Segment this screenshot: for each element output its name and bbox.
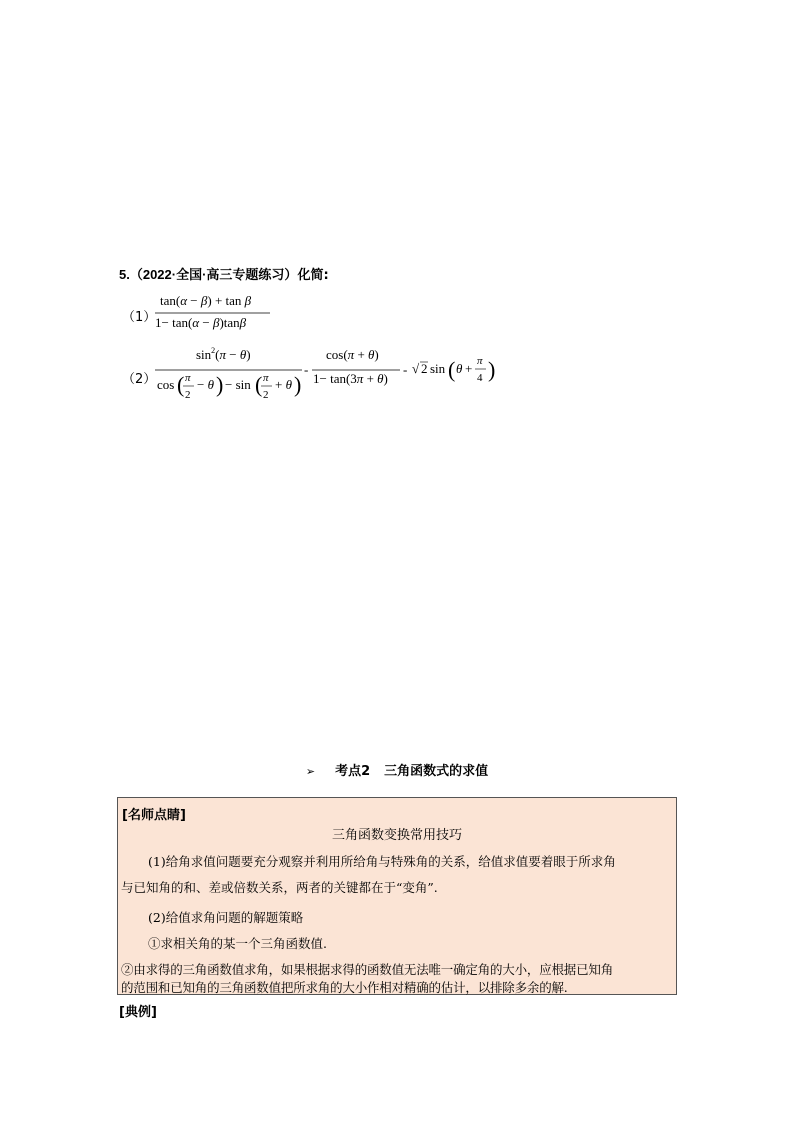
problem-instruction: 化简:: [297, 268, 329, 283]
svg-text:− sin: − sin: [225, 377, 251, 392]
problem-header: [119, 264, 329, 283]
part1-label: （1）: [122, 310, 157, 325]
svg-text:2: 2: [263, 389, 269, 401]
section-heading: [0, 760, 794, 779]
svg-text:): ): [294, 372, 302, 397]
part2-term2-denominator: 1− tan(3π + θ): [313, 371, 388, 386]
part2-expression: [150, 343, 500, 407]
part2-term3: √: [412, 361, 420, 376]
tips-line-2: 与已知角的和、差或倍数关系，两者的关键都在于“变角”.: [121, 880, 438, 895]
svg-text:π: π: [263, 372, 269, 384]
section-number: 考点2: [335, 764, 371, 779]
tips-line-3: (2)给值求角问题的解题策略: [148, 910, 304, 925]
part1-numerator: tan(α − β) + tan β: [160, 293, 252, 308]
svg-text:2: 2: [421, 361, 428, 376]
problem-number: 5.: [119, 267, 130, 282]
example-tag: [典例]: [119, 1005, 157, 1020]
svg-text:sin: sin: [430, 361, 446, 376]
tips-line-4: ①求相关角的某一个三角函数值.: [148, 936, 327, 951]
part1-fraction: [150, 290, 290, 332]
svg-text:4: 4: [477, 372, 483, 384]
svg-text:− θ: − θ: [197, 377, 214, 392]
svg-text:-: -: [403, 362, 408, 377]
svg-text:(: (: [177, 372, 185, 397]
svg-text:π: π: [477, 355, 483, 367]
part2-term1-denominator: cos: [157, 377, 175, 392]
tips-line-5: ②由求得的三角函数值求角，如果根据求得的函数值无法唯一确定角的大小，应根据已知角: [121, 962, 614, 977]
part2-term2-numerator: cos(π + θ): [326, 347, 379, 362]
svg-text:): ): [488, 357, 496, 382]
svg-text:(: (: [448, 357, 456, 382]
svg-text:(: (: [255, 372, 263, 397]
tips-line-6: 的范围和已知角的三角函数值把所求角的大小作相对精确的估计，以排除多余的解.: [121, 980, 568, 995]
tips-tag: [名师点睛]: [122, 808, 186, 823]
svg-text:π: π: [185, 372, 191, 384]
part2-term1-numerator: $\sin^2(\pi - \theta)$: [196, 346, 251, 362]
part1-denominator: 1− tan(α − β)tanβ: [155, 315, 247, 330]
arrow-icon: ➢: [305, 765, 316, 778]
svg-text:-: -: [304, 362, 309, 377]
svg-text:): ): [216, 372, 224, 397]
svg-text:+: +: [465, 361, 473, 376]
tips-line-1: (1)给角求值问题要充分观察并利用所给角与特殊角的关系，给值求值要着眼于所求角: [148, 854, 616, 869]
tips-title: 三角函数变换常用技巧: [331, 828, 462, 843]
problem-source: （2022·全国·高三专题练习）: [129, 267, 298, 282]
svg-text:2: 2: [185, 389, 191, 401]
svg-text:θ: θ: [456, 361, 463, 376]
part2-label: （2）: [122, 372, 157, 387]
tips-box: [117, 797, 677, 995]
section-title: 三角函数式的求值: [384, 764, 489, 779]
svg-text:+ θ: + θ: [275, 377, 292, 392]
